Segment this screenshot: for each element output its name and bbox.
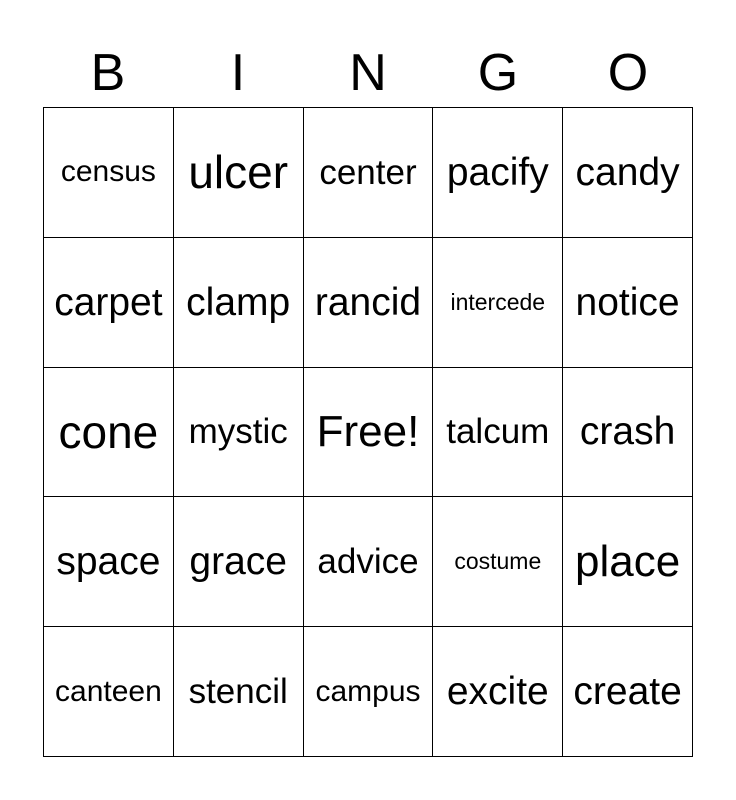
bingo-cell[interactable]: candy bbox=[563, 108, 693, 238]
bingo-cell[interactable]: intercede bbox=[433, 238, 563, 368]
bingo-cell[interactable]: advice bbox=[304, 497, 434, 627]
header-letter-n: N bbox=[349, 44, 387, 102]
header-letter-b: B bbox=[90, 44, 126, 102]
header-letter-i: I bbox=[230, 44, 246, 102]
bingo-cell[interactable]: costume bbox=[433, 497, 563, 627]
bingo-cell[interactable]: ulcer bbox=[174, 108, 304, 238]
bingo-cell[interactable]: campus bbox=[304, 627, 434, 757]
bingo-cell[interactable]: census bbox=[44, 108, 174, 238]
bingo-cell[interactable]: rancid bbox=[304, 238, 434, 368]
bingo-cell[interactable]: talcum bbox=[433, 368, 563, 498]
bingo-cell[interactable]: canteen bbox=[44, 627, 174, 757]
bingo-cell[interactable]: carpet bbox=[44, 238, 174, 368]
bingo-cell[interactable]: crash bbox=[563, 368, 693, 498]
header-letter-g: G bbox=[477, 44, 519, 102]
bingo-cell[interactable]: mystic bbox=[174, 368, 304, 498]
bingo-cell[interactable]: grace bbox=[174, 497, 304, 627]
bingo-cell[interactable]: notice bbox=[563, 238, 693, 368]
bingo-cell[interactable]: pacify bbox=[433, 108, 563, 238]
bingo-cell[interactable]: center bbox=[304, 108, 434, 238]
bingo-cell[interactable]: clamp bbox=[174, 238, 304, 368]
bingo-board bbox=[43, 107, 693, 757]
bingo-cell[interactable]: create bbox=[563, 627, 693, 757]
free-space-cell[interactable]: Free! bbox=[304, 368, 434, 498]
bingo-cell[interactable]: space bbox=[44, 497, 174, 627]
bingo-cell[interactable]: place bbox=[563, 497, 693, 627]
bingo-header bbox=[43, 40, 693, 106]
bingo-cell[interactable]: stencil bbox=[174, 627, 304, 757]
header-letter-o: O bbox=[607, 44, 649, 102]
bingo-cell[interactable]: excite bbox=[433, 627, 563, 757]
bingo-cell[interactable]: cone bbox=[44, 368, 174, 498]
